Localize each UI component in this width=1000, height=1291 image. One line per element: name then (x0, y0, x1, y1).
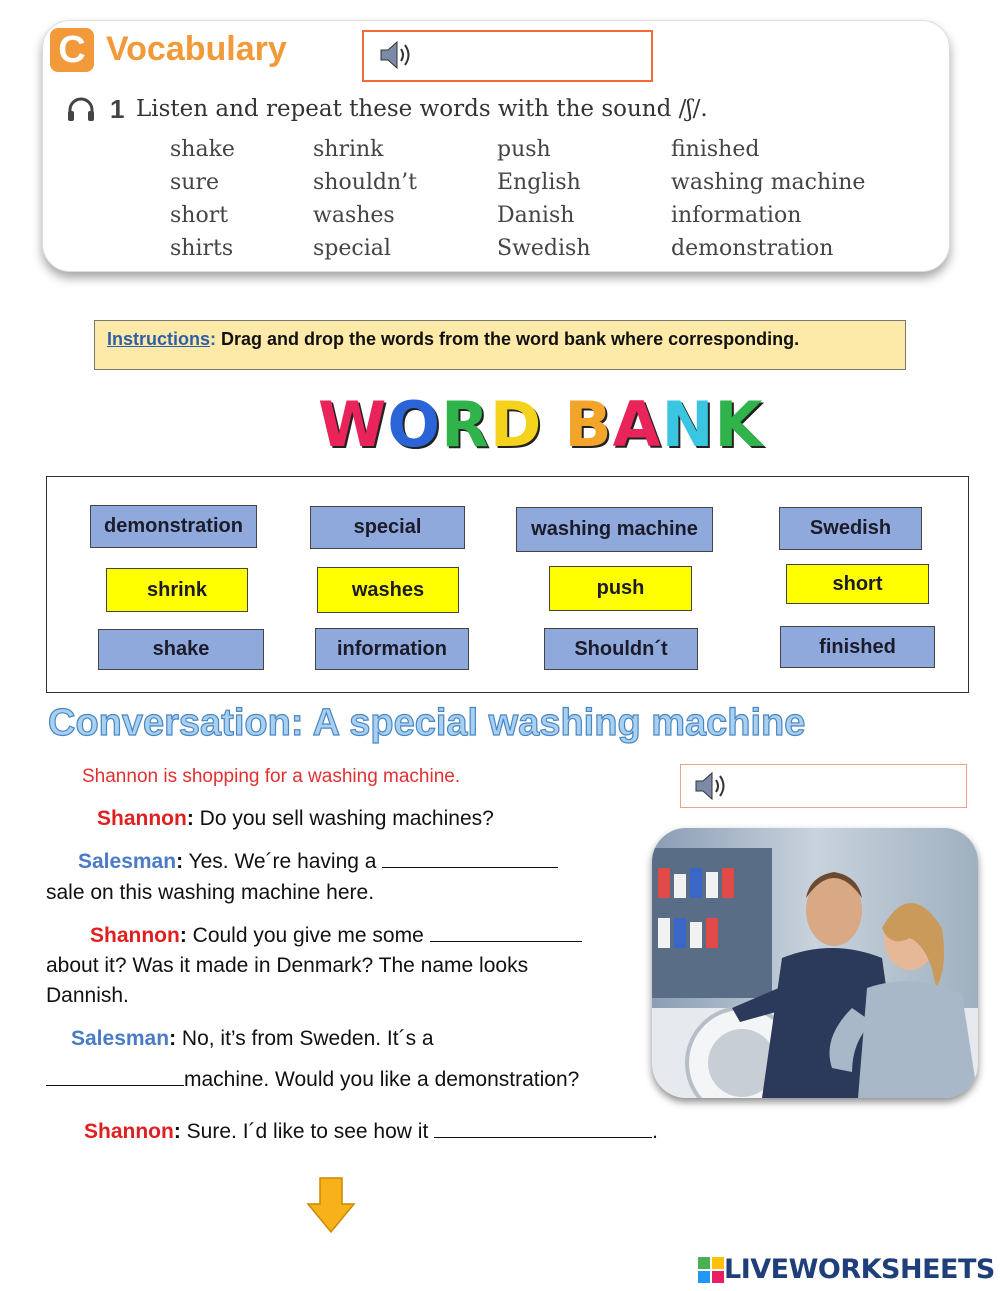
word-chip[interactable]: information (315, 628, 469, 670)
word-chip[interactable]: washes (317, 567, 459, 613)
vocab-word: shouldn’t (313, 170, 417, 195)
dialogue-text: Yes. We´re having a (183, 850, 383, 873)
word-chip[interactable]: shake (98, 629, 264, 670)
audio-player-vocabulary[interactable] (362, 30, 653, 82)
section-badge: C (50, 28, 94, 72)
speaker-name: Salesman (71, 1027, 170, 1050)
dialogue-text: about it? Was it made in Denmark? The name looks (46, 954, 529, 977)
speaker-colon: : (169, 1027, 177, 1050)
vocab-word: push (497, 137, 551, 162)
speaker-icon[interactable] (693, 771, 729, 801)
word-chip[interactable]: shrink (106, 568, 248, 612)
dialogue-text: Dannish. (46, 984, 129, 1007)
shopping-couple-image (652, 828, 978, 1098)
dialogue-line (78, 847, 558, 877)
title-letter: R (441, 388, 490, 461)
instructions-separator: : (210, 329, 217, 349)
word-chip[interactable]: Swedish (779, 507, 922, 550)
dialogue-text: . (652, 1120, 658, 1143)
word-chip[interactable]: washing machine (516, 507, 713, 552)
vocab-word: finished (671, 137, 760, 162)
speaker-name: Shannon (97, 807, 187, 830)
exercise-number: 1 (110, 94, 125, 124)
word-chip[interactable]: short (786, 564, 929, 604)
dialogue-line (71, 1024, 434, 1054)
speaker-name: Shannon (90, 924, 180, 947)
dialogue-line (46, 1065, 579, 1095)
dialogue-line (84, 1117, 658, 1147)
title-letter: B (564, 388, 613, 461)
vocab-word: demonstration (671, 236, 834, 261)
vocabulary-title: Vocabulary (106, 30, 287, 68)
vocab-word: washes (313, 203, 395, 228)
word-chip[interactable]: special (310, 506, 465, 549)
dialogue-line (90, 921, 582, 951)
vocab-word: English (497, 170, 581, 195)
dialogue-text: No, it’s from Sweden. It´s a (176, 1027, 434, 1050)
dialogue-text: Could you give me some (186, 924, 430, 947)
instructions-body: Drag and drop the words from the word bank where corresponding. (221, 329, 800, 349)
audio-player-conversation[interactable] (680, 764, 967, 808)
vocab-word: Danish (497, 203, 575, 228)
brand-logo-icon (698, 1257, 724, 1283)
vocabulary-instruction: Listen and repeat these words with the sound /ʃ/. (136, 96, 708, 122)
instructions-box (94, 320, 906, 370)
word-bank-title (318, 388, 764, 461)
title-letter: N (661, 388, 715, 461)
store-photo (652, 828, 978, 1098)
vocab-word: short (170, 203, 229, 228)
speaker-icon[interactable] (378, 40, 414, 70)
dialogue-text: sale on this washing machine here. (46, 881, 375, 904)
instructions-text (107, 329, 799, 350)
speaker-name: Shannon (84, 1120, 174, 1143)
title-letter: D (489, 388, 543, 461)
speaker-colon: : (176, 850, 184, 873)
scene-description: Shannon is shopping for a washing machine. (82, 766, 461, 787)
word-chip[interactable]: Shouldn´t (544, 628, 698, 670)
vocab-word: shake (170, 137, 235, 162)
word-chip[interactable]: finished (780, 626, 935, 668)
brand-name: LIVEWORKSHEETS (724, 1254, 995, 1285)
conversation-title: Conversation: A special washing machine (48, 702, 806, 744)
vocab-word: Swedish (497, 236, 591, 261)
brand (698, 1254, 995, 1285)
dialogue-line (97, 804, 494, 834)
word-chip[interactable]: demonstration (90, 505, 257, 548)
speaker-colon: : (186, 807, 194, 830)
dialogue-text: machine. Would you like a demonstration? (184, 1068, 580, 1091)
headphones-icon (66, 96, 96, 122)
vocab-word: sure (170, 170, 219, 195)
vocab-word: information (671, 203, 802, 228)
speaker-colon: : (173, 1120, 181, 1143)
answer-blank[interactable] (430, 921, 582, 942)
answer-blank[interactable] (46, 1065, 184, 1086)
vocab-word: shirts (170, 236, 234, 261)
word-chip[interactable]: push (549, 566, 692, 611)
title-letter: K (714, 388, 764, 461)
dialogue-text: Do you sell washing machines? (193, 807, 494, 830)
speaker-colon: : (179, 924, 187, 947)
answer-blank[interactable] (434, 1117, 652, 1138)
answer-blank[interactable] (382, 847, 558, 868)
title-letter: A (612, 388, 662, 461)
title-letter: O (387, 388, 442, 461)
vocab-word: washing machine (671, 170, 866, 195)
down-arrow-icon (306, 1176, 356, 1234)
vocab-word: special (313, 236, 391, 261)
speaker-name: Salesman (78, 850, 177, 873)
title-letter: W (318, 388, 388, 461)
instructions-label[interactable]: Instructions (107, 329, 211, 349)
dialogue-text: Sure. I´d like to see how it (180, 1120, 435, 1143)
vocab-word: shrink (313, 137, 384, 162)
